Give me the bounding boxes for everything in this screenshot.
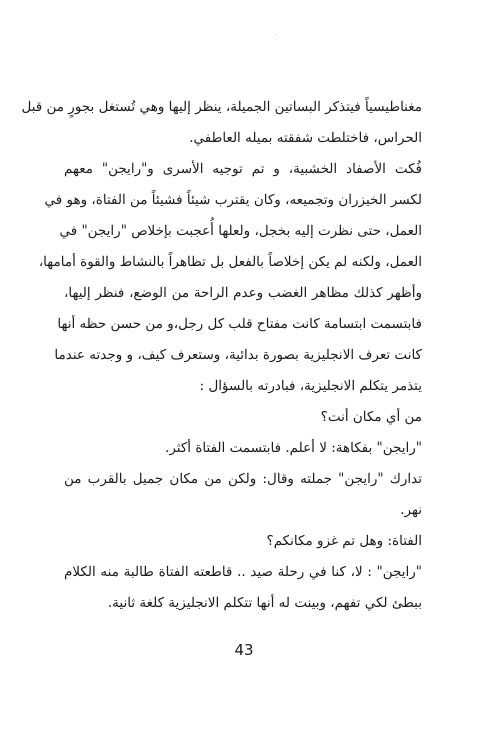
text-line: العمل، ولكنه لم يكن إخلاصاً بالفعل بل تظاهراً بالنشاط والقوة أمامها، (38, 254, 422, 270)
text-line: يتذمر يتكلم الانجليزية، فبادرته بالسؤال : (199, 378, 422, 394)
text-line: الحراس، فاختلطت شفقته بميله العاطفي. (189, 130, 422, 146)
text-line: "رايجن" : لا، كنا في رحلة صيد .. قاطعته الفتاة طالبة منه الكلام (64, 564, 422, 580)
text-line: العمل، حتى نظرت إليه بخجل، ولعلها أُعجبت بإخلاص "رايجن" في (59, 223, 422, 239)
text-line: نهر. (400, 502, 422, 518)
text-line: لكسر الخيزران وتجميعه، وكان يقترب شيئاً فشيئاً من الفتاة، وهو في (44, 192, 422, 208)
text-line: كانت تعرف الانجليزية بصورة بدائية، وستعرف كيف، و وجدته عندما (54, 347, 422, 363)
text-line: "رايجن" بفكاهة: لا أعلم. فابتسمت الفتاة أكثر. (165, 440, 422, 456)
text-line: مغناطيسياً فيتذكر البساتين الجميلة، ينظر إليها وهي تُستغل بجورٍ من قبل (21, 99, 422, 115)
text-line: فابتسمت ابتسامة كانت مفتاح قلب كل رجل،و من حسن حظه أنها (57, 316, 422, 332)
text-line: الفتاة: وهل تم غزو مكانكم؟ (266, 533, 422, 549)
text-line: ببطئ لكي تفهم، وبينت له أنها تتكلم الانجليزية كلغة ثانية. (107, 595, 422, 611)
page-number: 43 (234, 641, 254, 659)
text-line: تدارك "رايجن" جملته وقال: ولكن من مكان جميل بالقرب من (64, 471, 422, 487)
text-line: وأظهر كذلك مظاهر الغضب وعدم الراحة من الوضع، فنظر إليها، (64, 285, 422, 301)
text-line: من أي مكان أنت؟ (320, 409, 422, 425)
page-speck (276, 34, 277, 35)
text-line: فُكت الأصفاد الخشبية، و تم توجيه الأسرى و"رايجن" معهم (64, 161, 422, 177)
